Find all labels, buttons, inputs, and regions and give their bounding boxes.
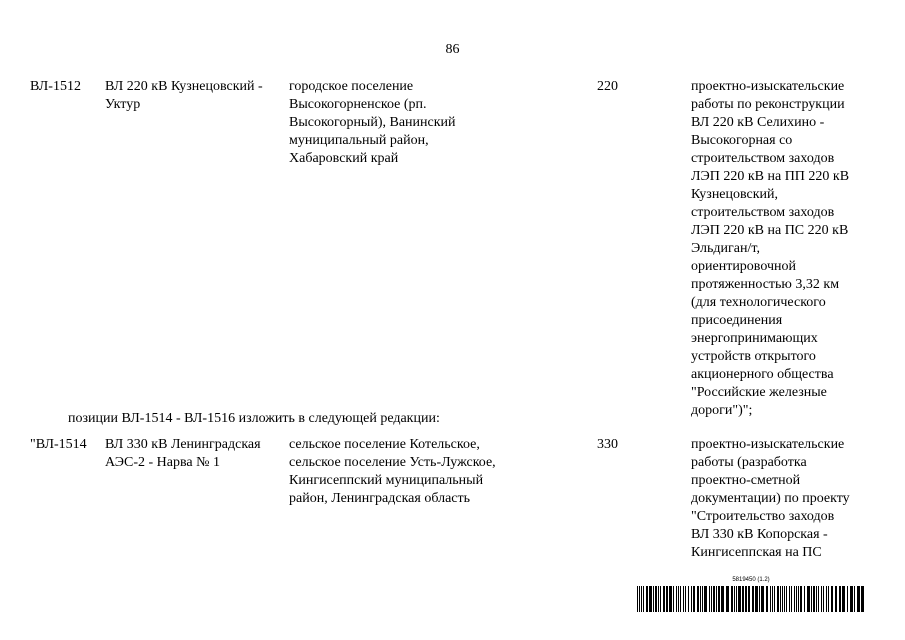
barcode-bar — [770, 586, 771, 612]
barcode-bar — [738, 586, 741, 612]
object-name: ВЛ 220 кВ Кузнецовский - Уктур — [105, 79, 263, 112]
object-description: проектно-изыскательские работы по реконструкции ВЛ 220 кВ Селихино - Высокогорная со строительством заходов ЛЭП 220 кВ на ПП 220 кВ Кузнецовский, строительством заходов ЛЭП 220 кВ на ПС 220 кВ Эльдиган/т, ориентировочной протяженностью 3,32 км (для технологического присоединения энергопринимающих устройств открытого акционерного общества "Российские железные дороги")"; — [691, 79, 850, 418]
barcode-bar — [643, 586, 644, 612]
barcode-bar — [818, 586, 819, 612]
barcode-bar — [850, 586, 853, 612]
barcode-bar — [709, 586, 710, 612]
barcode-bar — [807, 586, 810, 612]
barcode-bar — [755, 586, 758, 612]
barcode-bar — [713, 586, 715, 612]
barcode-bar — [821, 586, 822, 612]
barcode-bar — [697, 586, 699, 612]
object-code: ВЛ-1512 — [30, 79, 81, 94]
page-number: 86 — [445, 42, 460, 57]
barcode-bar — [660, 586, 661, 612]
barcode-bar — [683, 586, 684, 612]
barcode-bar — [711, 586, 712, 612]
barcode-bar — [823, 586, 824, 612]
barcode-bar — [794, 586, 795, 612]
barcode-bar — [774, 586, 775, 612]
barcode-bar — [700, 586, 701, 612]
barcode-bar — [748, 586, 750, 612]
barcode-bar — [726, 586, 729, 612]
barcode-bar — [831, 586, 833, 612]
barcode-bar — [772, 586, 773, 612]
barcode-bar — [826, 586, 827, 612]
barcode-bar — [653, 586, 654, 612]
object-code: "ВЛ-1514 — [30, 437, 87, 452]
barcode-bar — [839, 586, 841, 612]
barcode-bar — [854, 586, 855, 612]
barcode-bar — [791, 586, 792, 612]
barcode-bar — [780, 586, 781, 612]
object-voltage: 220 — [597, 79, 618, 94]
barcode-bar — [796, 586, 797, 612]
barcode-bar — [784, 586, 785, 612]
barcode-bar — [716, 586, 717, 612]
barcode-bar — [842, 586, 845, 612]
barcode-bar — [693, 586, 695, 612]
barcode-bar — [782, 586, 783, 612]
barcode-bar — [786, 586, 787, 612]
barcode-bar — [685, 586, 686, 612]
amendment-instruction: позиции ВЛ-1514 - ВЛ-1516 изложить в следующей редакции: — [68, 411, 440, 426]
barcode-bar — [676, 586, 677, 612]
object-voltage: 330 — [597, 437, 618, 452]
barcode-bar — [663, 586, 665, 612]
barcode-bar — [813, 586, 815, 612]
barcode-bar — [835, 586, 837, 612]
object-location: городское поселение Высокогорненское (рп. Высокогорный), Ванинский муниципальный район, Хабаровский край — [289, 79, 456, 166]
barcode-bar — [811, 586, 812, 612]
barcode-bar — [691, 586, 692, 612]
barcode-bar — [669, 586, 672, 612]
barcode-bar — [639, 586, 640, 612]
object-description: проектно-изыскательские работы (разработка проектно-сметной документации) по проекту "Строительство заходов ВЛ 330 кВ Копорская - Кингисеппская на ПС — [691, 437, 850, 560]
barcode-bar — [673, 586, 674, 612]
barcode-bar — [649, 586, 652, 612]
barcode-bar — [752, 586, 754, 612]
barcode-bar — [828, 586, 829, 612]
barcode-block — [637, 577, 865, 612]
object-name: ВЛ 330 кВ Ленинградская АЭС-2 - Нарва № 1 — [105, 437, 261, 470]
barcode-bar — [658, 586, 659, 612]
barcode-bar — [847, 586, 848, 612]
barcode-bar — [798, 586, 799, 612]
barcode-bar — [759, 586, 760, 612]
barcode-bar — [637, 586, 638, 612]
barcode-bar — [704, 586, 707, 612]
barcode-bar — [702, 586, 703, 612]
barcode-bar — [666, 586, 668, 612]
barcode-bar — [734, 586, 735, 612]
barcode-bar — [861, 586, 864, 612]
barcode-bar — [678, 586, 679, 612]
barcode-bar — [761, 586, 764, 612]
barcode-bar — [641, 586, 642, 612]
barcode-bar — [800, 586, 802, 612]
barcode-bar — [680, 586, 681, 612]
barcode-bar — [655, 586, 657, 612]
barcode-bar — [721, 586, 724, 612]
object-location: сельское поселение Котельское, сельское поселение Усть-Лужское, Кингисеппский муниципальный район, Ленинградская область — [289, 437, 496, 506]
barcode-bar — [766, 586, 768, 612]
barcode-bar — [816, 586, 817, 612]
barcode-bar — [646, 586, 648, 612]
barcode-bar — [777, 586, 779, 612]
barcode-bar — [789, 586, 790, 612]
barcode-bar — [857, 586, 860, 612]
barcode-bar — [731, 586, 733, 612]
barcode-bar — [804, 586, 805, 612]
barcode-bar — [742, 586, 744, 612]
barcode-bar — [688, 586, 689, 612]
barcode-bar — [718, 586, 720, 612]
barcode-bar — [736, 586, 737, 612]
barcode-bar — [745, 586, 747, 612]
barcode-number: 5819450 (1.2) — [732, 577, 770, 583]
barcode-image — [637, 586, 865, 612]
